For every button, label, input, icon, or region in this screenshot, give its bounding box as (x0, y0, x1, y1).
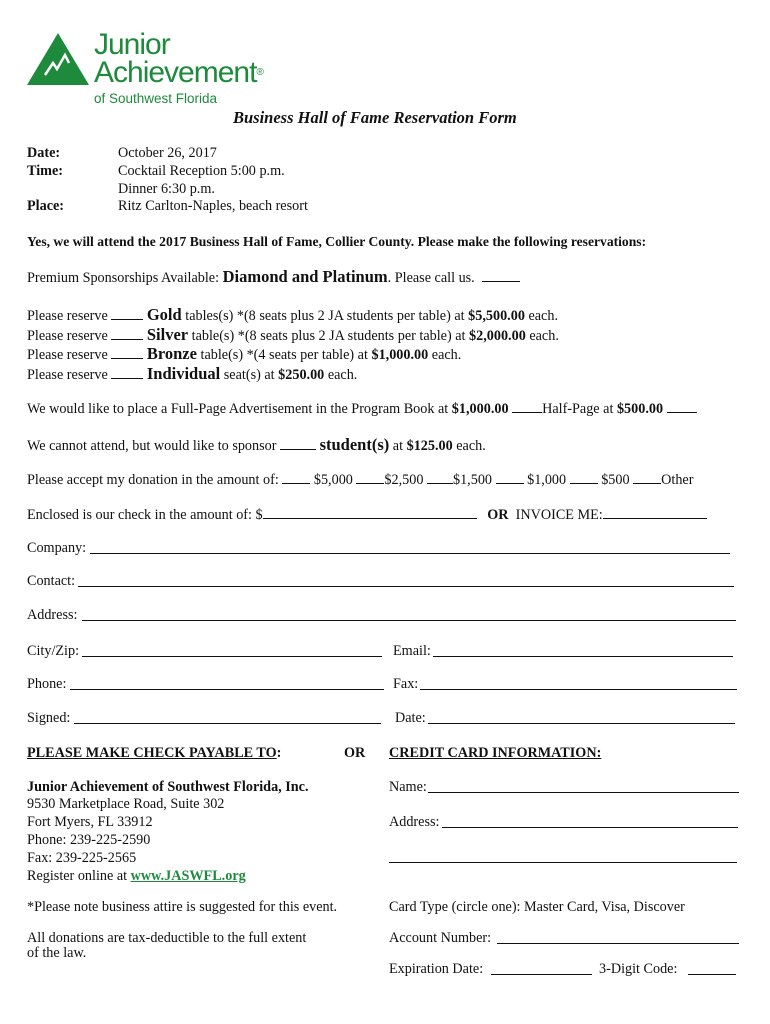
check-line: Enclosed is our check in the amount of: $ OR INVOICE ME: (27, 505, 707, 524)
card-name-label: Name: (389, 779, 427, 795)
company-field[interactable] (90, 553, 730, 554)
advert-line: We would like to place a Full-Page Advertisement in the Program Book at $1,000.00 Half-Page at $500.00 (27, 399, 697, 418)
gold-qty-blank[interactable] (111, 306, 143, 320)
reserve-silver-row: Please reserve Silver table(s) *(8 seats plus 2 JA students per table) at $2,000.00 each. (27, 325, 559, 344)
card-address-label: Address: (389, 814, 440, 830)
donation-line: Please accept my donation in the amount of: $5,000 $2,500 $1,500 $1,000 $500 Other (27, 472, 694, 488)
cityzip-label: City/Zip: (27, 643, 80, 659)
card-address-field-2[interactable] (389, 862, 737, 863)
sponsor-line: We cannot attend, but would like to sponsor student(s) at $125.00 each. (27, 435, 486, 454)
invoice-field[interactable] (603, 505, 707, 519)
premium-blank[interactable] (482, 268, 520, 282)
donation-2500-blank[interactable] (356, 470, 384, 484)
logo-subtitle: of Southwest Florida (94, 91, 218, 106)
place-label: Place: (27, 198, 65, 214)
donation-1000-blank[interactable] (496, 470, 524, 484)
half-page-blank[interactable] (667, 399, 697, 413)
individual-qty-blank[interactable] (111, 365, 143, 379)
signature-field[interactable] (74, 723, 381, 724)
bronze-qty-blank[interactable] (111, 345, 143, 359)
donation-1500-blank[interactable] (427, 470, 453, 484)
card-name-field[interactable] (428, 792, 739, 793)
company-label: Company: (27, 540, 87, 556)
time-value-dinner: Dinner 6:30 p.m. (118, 181, 215, 197)
page-title: Business Hall of Fame Reservation Form (233, 108, 517, 127)
ja-triangle-logo-icon (27, 33, 89, 85)
org-phone: Phone: 239-225-2590 (27, 832, 151, 848)
date-value: October 26, 2017 (118, 145, 217, 161)
credit-card-heading: CREDIT CARD INFORMATION: (389, 745, 602, 761)
email-label: Email: (393, 643, 431, 659)
tax-note-2: of the law. (27, 945, 87, 961)
org-address-1: 9530 Marketplace Road, Suite 302 (27, 796, 225, 812)
time-label: Time: (27, 163, 63, 179)
phone-field[interactable] (70, 689, 384, 690)
contact-field[interactable] (78, 586, 734, 587)
logo-junior: Junior (94, 28, 170, 61)
org-name: Junior Achievement of Southwest Florida, Inc. (27, 779, 309, 795)
date-field[interactable] (428, 723, 735, 724)
org-fax: Fax: 239-225-2565 (27, 850, 137, 866)
full-page-blank[interactable] (512, 399, 542, 413)
payable-heading: PLEASE MAKE CHECK PAYABLE TO: (27, 745, 282, 761)
fax-field[interactable] (420, 689, 737, 690)
email-field[interactable] (433, 656, 733, 657)
contact-label: Contact: (27, 573, 76, 589)
check-amount-field[interactable] (263, 505, 477, 519)
register-online: Register online at www.JASWFL.org (27, 868, 246, 884)
cityzip-field[interactable] (82, 656, 382, 657)
fax-label: Fax: (393, 676, 419, 692)
card-address-field[interactable] (442, 827, 738, 828)
code-label: 3-Digit Code: (599, 961, 678, 977)
expiration-field[interactable] (491, 974, 592, 975)
account-number-field[interactable] (497, 943, 739, 944)
sponsor-qty-blank[interactable] (280, 436, 316, 450)
reserve-bronze-row: Please reserve Bronze table(s) *(4 seats per table) at $1,000.00 each. (27, 344, 462, 363)
account-number-label: Account Number: (389, 930, 492, 946)
date-label: Date: (27, 145, 61, 161)
tax-note-1: All donations are tax-deductible to the full extent (27, 930, 307, 946)
premium-line: Premium Sponsorships Available: Diamond and Platinum. Please call us. (27, 267, 520, 287)
address-label: Address: (27, 607, 78, 623)
or-divider: OR (344, 745, 366, 761)
attire-note: *Please note business attire is suggested for this event. (27, 899, 338, 915)
donation-5000-blank[interactable] (282, 470, 310, 484)
attend-line: Yes, we will attend the 2017 Business Hall of Fame, Collier County. Please make the following reservations: (27, 234, 647, 249)
place-value: Ritz Carlton-Naples, beach resort (118, 198, 308, 214)
website-link[interactable]: www.JASWFL.org (130, 868, 246, 884)
reserve-gold-row: Please reserve Gold tables(s) *(8 seats plus 2 JA students per table) at $5,500.00 each. (27, 305, 558, 324)
date-field-label: Date: (395, 710, 426, 726)
signed-label: Signed: (27, 710, 71, 726)
donation-500-blank[interactable] (570, 470, 598, 484)
reserve-individual-row: Please reserve Individual seat(s) at $250.00 each. (27, 364, 358, 383)
donation-other-blank[interactable] (633, 470, 661, 484)
silver-qty-blank[interactable] (111, 326, 143, 340)
card-type: Card Type (circle one): Master Card, Visa, Discover (389, 899, 685, 915)
time-value-cocktail: Cocktail Reception 5:00 p.m. (118, 163, 285, 179)
expiration-label: Expiration Date: (389, 961, 484, 977)
logo-achievement: Achievement® (94, 56, 263, 89)
address-field[interactable] (82, 620, 736, 621)
code-field[interactable] (688, 974, 736, 975)
org-address-2: Fort Myers, FL 33912 (27, 814, 153, 830)
phone-label: Phone: (27, 676, 67, 692)
